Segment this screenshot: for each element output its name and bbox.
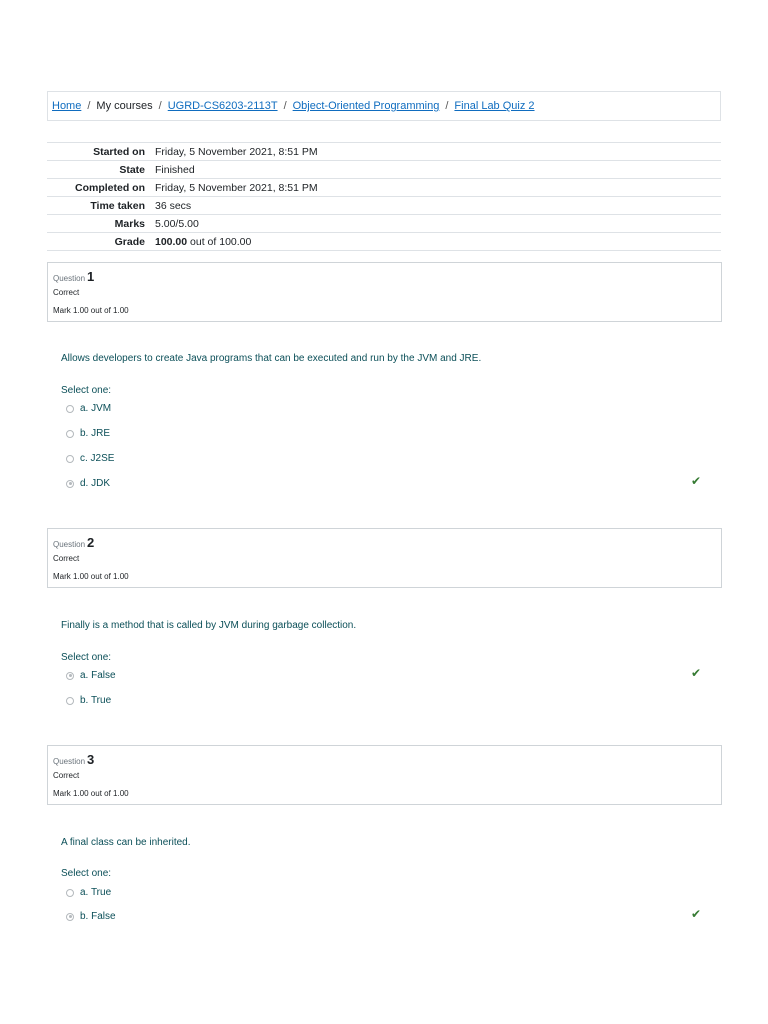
question-mark: Mark 1.00 out of 1.00 [53,572,129,581]
question-state: Correct [53,554,80,563]
question-number: 2 [87,535,95,550]
breadcrumb-course-code-link[interactable]: UGRD-CS6203-2113T [167,100,278,112]
question-label: Question [53,540,86,549]
radio-button[interactable] [66,455,74,463]
answer-option-selected[interactable] [66,478,110,489]
answer-option[interactable] [66,403,111,414]
attempt-summary-table [47,142,721,251]
radio-button[interactable] [66,430,74,438]
answer-label: a. JVM [80,403,112,414]
checkmark-icon: ✔ [691,907,702,921]
breadcrumb-course-link[interactable]: Object-Oriented Programming [292,100,440,112]
question-number: 1 [87,269,95,284]
select-one-prompt: Select one: [61,652,112,663]
question-number: 3 [87,752,95,767]
summary-row-time-taken [47,197,721,215]
answer-label: b. False [80,911,116,922]
radio-button[interactable] [66,889,74,897]
summary-label: State [119,163,145,176]
breadcrumb [47,91,721,121]
summary-label: Started on [93,145,145,158]
answer-option[interactable] [66,428,110,439]
summary-label: Grade [114,235,145,248]
grade-out-of: out of 100.00 [187,235,252,248]
summary-value: Friday, 5 November 2021, 8:51 PM [155,181,318,194]
summary-value: Finished [155,163,195,176]
breadcrumb-quiz-link[interactable]: Final Lab Quiz 2 [454,100,535,112]
summary-row-marks [47,215,721,233]
breadcrumb-separator: / [87,100,91,112]
answer-label: b. True [80,695,112,706]
question-label: Question [53,757,86,766]
question-info-3 [47,745,722,805]
answer-label: c. J2SE [80,453,115,464]
summary-label: Marks [114,217,145,230]
radio-button[interactable] [66,697,74,705]
answer-label: b. JRE [80,428,111,439]
question-state: Correct [53,771,80,780]
radio-button-checked[interactable] [66,480,74,488]
breadcrumb-my-courses: My courses [96,100,153,112]
summary-value: 36 secs [155,199,192,212]
answer-option[interactable] [66,887,111,898]
summary-row-grade [47,233,721,251]
summary-row-completed [47,179,721,197]
grade-value: 100.00 [155,235,188,248]
answer-label: d. JDK [80,478,111,489]
radio-button-checked[interactable] [66,672,74,680]
summary-value: 5.00/5.00 [155,217,199,230]
breadcrumb-separator: / [158,100,162,112]
breadcrumb-separator: / [283,100,287,112]
answer-label: a. True [80,887,112,898]
question-text: Allows developers to create Java programs that can be executed and run by the JVM and JRE. [61,353,482,364]
answer-option[interactable] [66,453,114,464]
answer-option-selected[interactable] [66,911,116,922]
select-one-prompt: Select one: [61,868,112,879]
summary-label: Completed on [75,181,145,194]
answer-option[interactable] [66,695,111,706]
question-mark: Mark 1.00 out of 1.00 [53,789,129,798]
radio-button[interactable] [66,405,74,413]
select-one-prompt: Select one: [61,385,112,396]
summary-label: Time taken [90,199,145,212]
summary-value: Friday, 5 November 2021, 8:51 PM [155,145,318,158]
radio-button-checked[interactable] [66,913,74,921]
question-state: Correct [53,288,80,297]
answer-option-selected[interactable] [66,670,116,681]
question-text: Finally is a method that is called by JVM during garbage collection. [61,620,357,631]
answer-label: a. False [80,670,116,681]
question-info-1 [47,262,722,322]
breadcrumb-separator: / [445,100,449,112]
checkmark-icon: ✔ [691,666,702,680]
summary-row-started [47,143,721,161]
question-text: A final class can be inherited. [61,837,191,848]
summary-row-state [47,161,721,179]
question-label: Question [53,274,86,283]
breadcrumb-home-link[interactable]: Home [52,100,82,112]
question-mark: Mark 1.00 out of 1.00 [53,306,129,315]
question-info-2 [47,528,722,588]
summary-value [151,233,721,251]
checkmark-icon: ✔ [691,474,702,488]
